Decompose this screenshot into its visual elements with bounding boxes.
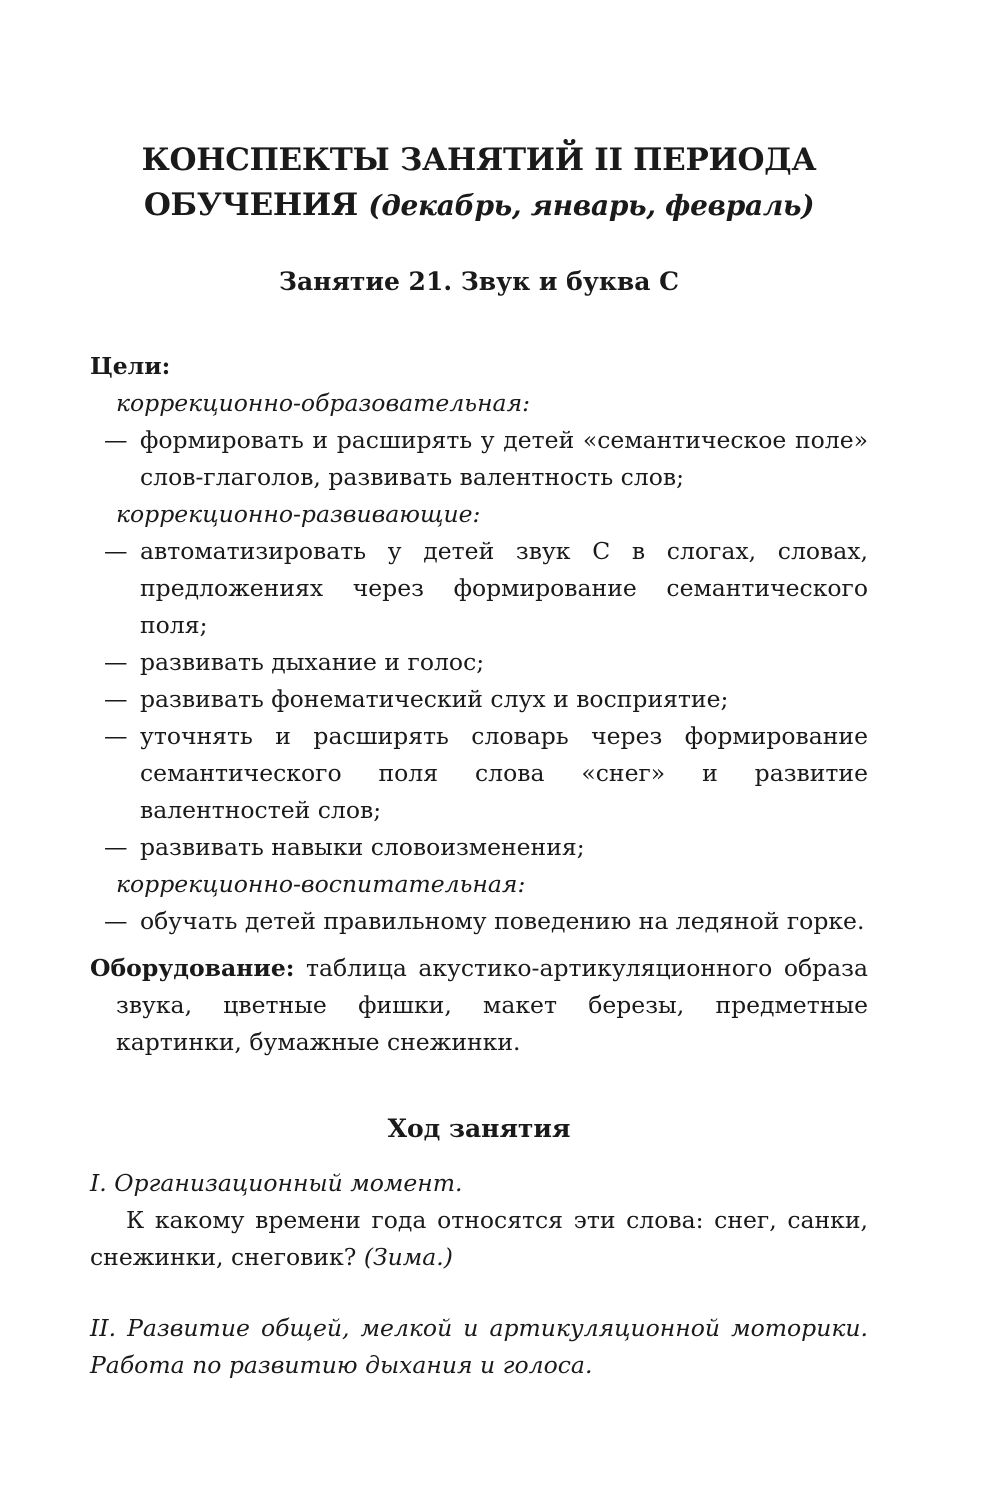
procedure-section <box>90 1165 868 1384</box>
goal-category: коррекционно-развивающие: <box>116 500 481 528</box>
procedure-heading: Ход занятия <box>387 1114 571 1143</box>
lesson-title: Занятие 21. Звук и буква С <box>278 267 680 296</box>
goal-item-text: уточнять и расширять словарь через формирование семантического поля слова «снег» и развитие валентностей слов; <box>140 722 868 824</box>
chapter-title <box>90 138 868 228</box>
stage-question: К какому времени года относятся эти слова: снег, санки, снежинки, снеговик? <box>90 1206 868 1271</box>
chapter-title-line1: КОНСПЕКТЫ ЗАНЯТИЙ II ПЕРИОДА <box>141 142 817 178</box>
dash-marker: — <box>104 685 128 713</box>
goal-item-text: развивать дыхание и голос; <box>140 648 485 676</box>
stage-title: II. Развитие общей, мелкой и артикуляционной моторики. Работа по развитию дыхания и голоса. <box>90 1314 868 1379</box>
dash-marker: — <box>104 537 128 565</box>
goal-item-text: развивать фонематический слух и восприятие; <box>140 685 729 713</box>
chapter-title-line2: ОБУЧЕНИЯ <box>143 187 358 223</box>
goal-item <box>90 422 868 496</box>
goal-category: коррекционно-образовательная: <box>116 389 531 417</box>
goal-item-text: формировать и расширять у детей «семантическое поле» слов-глаголов, развивать валентность слов; <box>140 426 868 491</box>
dash-marker: — <box>104 426 128 454</box>
equipment-label: Оборудование: <box>90 954 295 982</box>
equipment-text: таблица акустико-артикуляционного образа звука, цветные фишки, макет березы, предметные картинки, бумажные снежинки. <box>116 954 868 1056</box>
goals-heading: Цели: <box>90 352 171 380</box>
chapter-title-months: (декабрь, январь, февраль) <box>368 189 815 222</box>
goal-item <box>90 903 868 940</box>
goal-category: коррекционно-воспитательная: <box>116 870 526 898</box>
stage-answer: (Зима.) <box>363 1243 453 1271</box>
document-page <box>90 138 868 1384</box>
goal-item-text: автоматизировать у детей звук С в слогах, словах, предложениях через формирование семантического поля; <box>140 537 868 639</box>
goal-item <box>90 829 868 866</box>
dash-marker: — <box>104 833 128 861</box>
stage-title: I. Организационный момент. <box>90 1169 463 1197</box>
equipment-paragraph <box>90 950 868 1061</box>
goal-item <box>90 644 868 681</box>
goal-item-text: развивать навыки словоизменения; <box>140 833 585 861</box>
goals-section <box>90 348 868 1061</box>
goal-item <box>90 533 868 644</box>
goal-item <box>90 718 868 829</box>
goal-item-text: обучать детей правильному поведению на ледяной горке. <box>140 907 865 935</box>
dash-marker: — <box>104 648 128 676</box>
stage-paragraph <box>90 1202 868 1276</box>
dash-marker: — <box>104 907 128 935</box>
goal-item <box>90 681 868 718</box>
dash-marker: — <box>104 722 128 750</box>
